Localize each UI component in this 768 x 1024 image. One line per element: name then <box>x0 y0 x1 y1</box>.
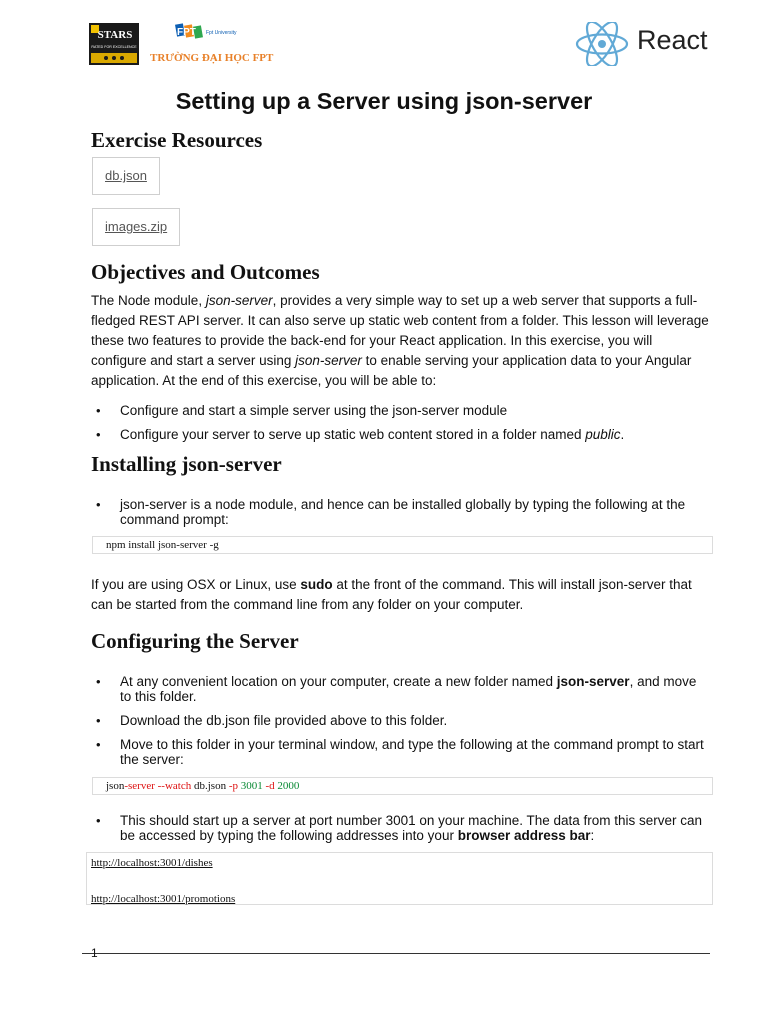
page-number: 1 <box>91 946 98 960</box>
server-started-list <box>91 813 711 843</box>
objectives-list <box>91 403 711 442</box>
configuring-heading: Configuring the Server <box>91 629 299 653</box>
resource-images-zip <box>92 208 180 246</box>
resource-db-json <box>92 157 160 195</box>
react-logo <box>574 22 724 66</box>
fpt-logo-subtext: Fpt University <box>206 30 237 36</box>
objectives-heading: Objectives and Outcomes <box>91 260 320 284</box>
react-atom-icon <box>574 22 630 66</box>
react-label: React <box>637 25 708 55</box>
list-item: • Move to this folder in your terminal window, and type the following at the command prompt to start the server: <box>91 737 711 767</box>
stars-logo-text: STARS <box>97 29 133 41</box>
url-box <box>86 852 713 905</box>
stars-logo-subtext: RATED FOR EXCELLENCE <box>91 45 137 49</box>
list-item: • Configure your server to serve up static web content stored in a folder named public. <box>91 427 711 442</box>
dishes-url-link[interactable]: http://localhost:3001/dishes <box>91 857 213 869</box>
list-item: • This should start up a server at port number 3001 on your machine. The data from this server can be accessed by typing the following addresses into your browser address bar: <box>91 813 711 843</box>
fpt-logo-text: FPT <box>177 27 196 38</box>
list-item: • Download the db.json file provided above to this folder. <box>91 713 711 728</box>
list-item: • Configure and start a simple server using the json-server module <box>91 403 711 418</box>
exercise-resources-heading: Exercise Resources <box>91 128 263 152</box>
promotions-url-link[interactable]: http://localhost:3001/promotions <box>91 893 236 905</box>
fpt-university-logo <box>148 22 272 68</box>
installing-list <box>91 497 711 527</box>
installing-heading: Installing json-server <box>91 452 282 476</box>
footer-rule <box>82 953 710 954</box>
sudo-note: If you are using OSX or Linux, use sudo at the front of the command. This will install json-server that can be started from the command line from any folder on your computer. <box>91 577 692 612</box>
start-server-command: json-server --watch db.json -p 3001 -d 2000 <box>92 777 713 795</box>
document-title: Setting up a Server using json-server <box>175 88 593 114</box>
list-item: • json-server is a node module, and hence can be installed globally by typing the following at the command prompt: <box>91 497 711 527</box>
objectives-paragraph: The Node module, json-server, provides a very simple way to set up a web server that supports a full-fledged REST API server. It can also serve up static web content from a folder. This lesson will leverage these two features to provide the back-end for your React application. In this exercise, you will configure and start a server using json-server to enable serving your application data to your Angular application. At the end of this exercise, you will be able to: <box>91 293 709 388</box>
stars-logo <box>89 23 139 65</box>
fpt-caption: TRƯỜNG ĐẠI HỌC FPT <box>150 52 274 64</box>
db-json-link[interactable]: db.json <box>105 168 147 183</box>
list-item: • At any convenient location on your computer, create a new folder named json-server, and move to this folder. <box>91 674 711 704</box>
images-zip-link[interactable]: images.zip <box>105 219 168 234</box>
install-command: npm install json-server -g <box>92 536 713 554</box>
configuring-list <box>91 674 711 767</box>
